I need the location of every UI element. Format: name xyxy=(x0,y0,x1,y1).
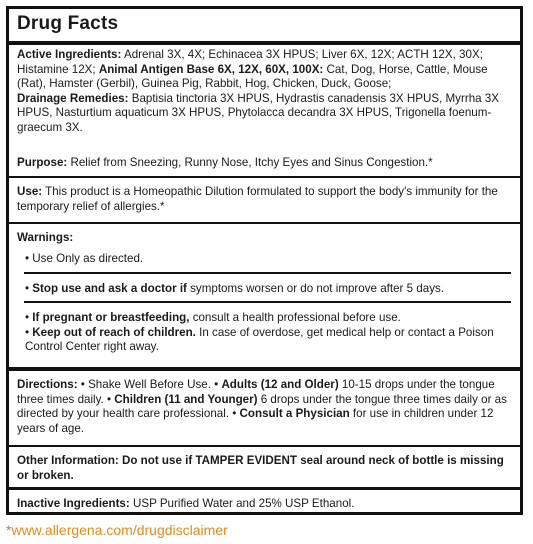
pregnant-label: If pregnant or breastfeeding, xyxy=(32,311,190,324)
warnings-heading-section xyxy=(17,231,514,246)
purpose-label: Purpose: xyxy=(17,156,68,169)
directions-section: Directions: • Shake Well Before Use. • Adults (12 and Older) 10-15 drops under the tongue three times daily. • Children (11 and Younger) 6 drops under the tongue three times daily or as directed by your health care professional. • Consult a Physician for use in children under 12 years of age. xyxy=(17,378,507,435)
warning-item: • Stop use and ask a doctor if symptoms worsen or do not improve after 5 days. xyxy=(25,282,514,297)
divider xyxy=(9,176,520,178)
keep-out-label: Keep out of reach of children. xyxy=(32,325,196,339)
purpose-text: Relief from Sneezing, Runny Nose, Itchy Eyes and Sinus Congestion.* xyxy=(67,156,433,169)
warning-item: • Use Only as directed. xyxy=(25,252,514,267)
divider xyxy=(24,301,511,303)
animal-antigen-label: Animal Antigen Base 6X, 12X, 60X, 100X: xyxy=(98,62,324,76)
active-ingredients-label: Active Ingredients: xyxy=(17,48,122,61)
drug-facts-title: Drug Facts xyxy=(17,13,119,34)
use-section xyxy=(17,185,514,214)
title-divider xyxy=(9,41,520,45)
divider xyxy=(9,367,520,371)
active-ingredients-text: Adrenal 3X, 4X; Echinacea 3X HPUS; Liver 6X, 12X; ACTH 12X, 30X; Histamine 12X; xyxy=(17,48,483,76)
disclaimer-link[interactable]: www.allergena.com/drugdisclaimer xyxy=(11,522,228,538)
asterisk: * xyxy=(6,522,12,538)
adults-label: Adults (12 and Older) xyxy=(221,378,339,391)
disclaimer-footer xyxy=(6,522,228,538)
children-label: Children (11 and Younger) xyxy=(114,392,258,406)
use-label: Use: xyxy=(17,185,43,198)
inactive-ingredients-section: Inactive Ingredients: USP Purified Water and 25% USP Ethanol. xyxy=(17,497,355,510)
use-text: This product is a Homeopathic Dilution formulated to support the body's immunity for the temporary relief of allergies.* xyxy=(17,185,498,213)
other-information-section: Other Information: Do not use if TAMPER EVIDENT seal around neck of bottle is missing or broken. xyxy=(17,454,504,482)
drainage-remedies-text: Baptisia tinctoria 3X HPUS, Hydrastis canadensis 3X HPUS, Myrrha 3X HPUS, Nasturtium aquaticum 3X HPUS, Phytolacca decandra 3X HPUS, Trigonella foenum-graecum 3X. xyxy=(17,91,499,134)
purpose-section xyxy=(17,156,514,171)
drug-facts-panel xyxy=(6,6,523,515)
stop-use-label: Stop use and ask a doctor if xyxy=(32,282,187,295)
inactive-ingredients-label: Inactive Ingredients: xyxy=(17,497,130,510)
warnings-label: Warnings: xyxy=(17,231,74,244)
divider xyxy=(9,445,520,447)
divider xyxy=(24,272,511,274)
divider xyxy=(9,487,520,490)
warning-list xyxy=(25,311,514,355)
warning-item: • If pregnant or breastfeeding, consult a health professional before use. xyxy=(25,311,514,326)
animal-antigen-text: Cat, Dog, Horse, Cattle, Mouse (Rat), Hamster (Gerbil), Guinea Pig, Rabbit, Hog, Chicken, Duck, Goose; xyxy=(17,62,488,91)
active-ingredients-section xyxy=(17,48,514,136)
consult-physician-label: Consult a Physician xyxy=(239,407,350,421)
other-information-label: Other Information: xyxy=(17,454,119,467)
divider xyxy=(9,222,520,224)
directions-label: Directions: xyxy=(17,378,78,391)
warning-item: • Keep out of reach of children. In case of overdose, get medical help or contact a Poison Control Center right away. xyxy=(25,326,514,355)
drainage-remedies-label: Drainage Remedies: xyxy=(17,91,129,105)
